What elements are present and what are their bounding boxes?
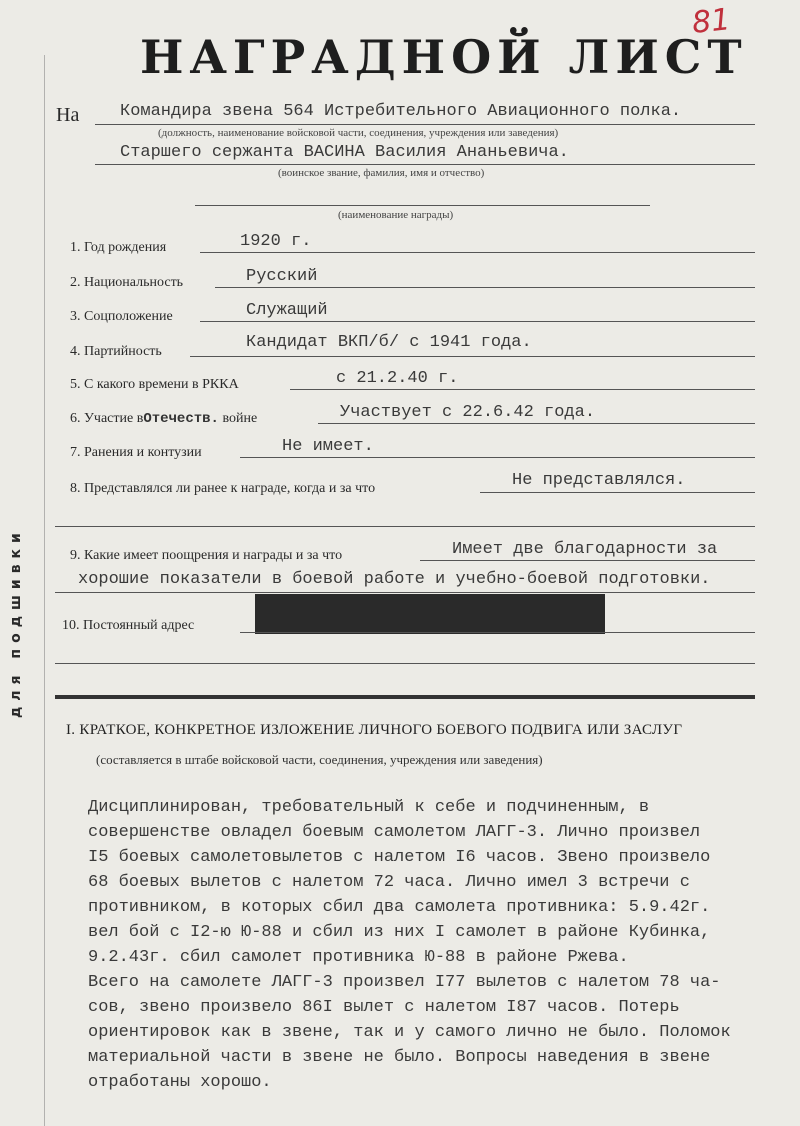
field-wounds-value: Не имеет. xyxy=(282,437,374,456)
name-line xyxy=(95,164,755,165)
field-birth-year-value: 1920 г. xyxy=(240,232,312,251)
field-honors-value-2: хорошие показатели в боевой работе и учебно-боевой подготовки. xyxy=(78,570,711,589)
position-line xyxy=(95,124,755,125)
na-label: На xyxy=(56,104,80,126)
award-caption: (наименование награды) xyxy=(338,209,454,221)
field-nationality-value: Русский xyxy=(246,267,318,286)
field-wounds-label: 7. Ранения и контузии xyxy=(70,445,202,460)
address-redaction-bar xyxy=(255,594,605,634)
field-nationality-label: 2. Национальность xyxy=(70,275,184,290)
field-honors-line xyxy=(420,560,755,561)
binding-margin-line xyxy=(44,55,45,1126)
narrative-line: противником, в которых сбил два самолета противника: 5.9.42г. xyxy=(88,898,711,917)
field-party-line xyxy=(190,356,755,357)
field-social-value: Служащий xyxy=(246,301,328,320)
field-party-label: 4. Партийность xyxy=(70,344,162,359)
narrative-line: 9.2.43г. сбил самолет противника Ю-88 в районе Ржева. xyxy=(88,948,629,967)
field-war-label-prefix: 6. Участие в xyxy=(70,411,144,426)
name-caption: (воинское звание, фамилия, имя и отчество) xyxy=(278,167,485,179)
field-social-line xyxy=(200,321,755,322)
name-text: Старшего сержанта ВАСИНА Василия Ананьевича. xyxy=(120,143,569,162)
side-label: для подшивки xyxy=(8,527,24,718)
narrative-line: 68 боевых вылетов с налетом 72 часа. Лично имел 3 встречи с xyxy=(88,873,690,892)
narrative-line: отработаны хорошо. xyxy=(88,1073,272,1092)
narrative-line: сов, звено произвело 86I вылет с налетом I87 часов. Потерь xyxy=(88,998,680,1017)
field-social-label: 3. Соцположение xyxy=(70,309,173,324)
field-honors-label: 9. Какие имеет поощрения и награды и за что xyxy=(70,548,343,563)
field-army-since-value: с 21.2.40 г. xyxy=(336,369,459,388)
field-party-value: Кандидат ВКП/б/ с 1941 года. xyxy=(246,333,532,352)
field-honors-line-2 xyxy=(55,592,755,593)
field-address-line xyxy=(240,632,755,633)
narrative-line: ориентировок как в звене, так и у самого лично не было. Поломок xyxy=(88,1023,731,1042)
narrative-line: совершенстве овладел боевым самолетом ЛАГГ-3. Лично произвел xyxy=(88,823,701,842)
field-prev-award-label: 8. Представлялся ли ранее к награде, когда и за что xyxy=(70,481,376,496)
section-subheading: (составляется в штабе войсковой части, соединения, учреждения или заведения) xyxy=(96,752,543,767)
field-war-label-overtype: Отечеств. xyxy=(143,411,219,427)
field-prev-award-line xyxy=(480,492,755,493)
field-army-since-label: 5. С какого времени в РККА xyxy=(70,377,239,392)
field-address-line-2 xyxy=(55,663,755,664)
narrative-line: вел бой с I2-ю Ю-88 и сбил из них I самолет в районе Кубинка, xyxy=(88,923,711,942)
field-prev-award-value: Не представлялся. xyxy=(512,471,686,490)
narrative-line: Всего на самолете ЛАГГ-3 произвел I77 вылетов с налетом 78 ча- xyxy=(88,973,721,992)
page-number: 81 xyxy=(690,2,732,41)
narrative-line: I5 боевых самолетовылетов с налетом I6 часов. Звено произвело xyxy=(88,848,711,867)
field-army-since-line xyxy=(290,389,755,390)
field-birth-year-label: 1. Год рождения xyxy=(70,240,167,255)
field-war-value: Участвует с 22.6.42 года. xyxy=(340,403,596,422)
field-honors-value: Имеет две благодарности за xyxy=(452,540,718,559)
document-title: НАГРАДНОЙ ЛИСТ xyxy=(140,30,748,84)
field-nationality-line xyxy=(215,287,755,288)
award-line xyxy=(195,205,650,206)
narrative-line: материальной части в звене не было. Вопросы наведения в звене xyxy=(88,1048,711,1067)
field-prev-award-line-2 xyxy=(55,526,755,527)
narrative-line: Дисциплинирован, требовательный к себе и подчиненным, в xyxy=(88,798,650,817)
field-birth-year-line xyxy=(200,252,755,253)
section-heading: I. КРАТКОЕ, КОНКРЕТНОЕ ИЗЛОЖЕНИЕ ЛИЧНОГО БОЕВОГО ПОДВИГА ИЛИ ЗАСЛУГ xyxy=(66,722,683,738)
section-divider xyxy=(55,695,755,699)
position-text: Командира звена 564 Истребительного Авиационного полка. xyxy=(120,102,682,121)
field-war-label-tail: войне xyxy=(222,411,258,426)
field-wounds-line xyxy=(240,457,755,458)
field-address-label: 10. Постоянный адрес xyxy=(62,618,195,633)
position-caption: (должность, наименование войсковой части, соединения, учреждения или заведения) xyxy=(158,127,559,139)
field-war-label xyxy=(70,411,257,427)
field-war-line xyxy=(318,423,755,424)
